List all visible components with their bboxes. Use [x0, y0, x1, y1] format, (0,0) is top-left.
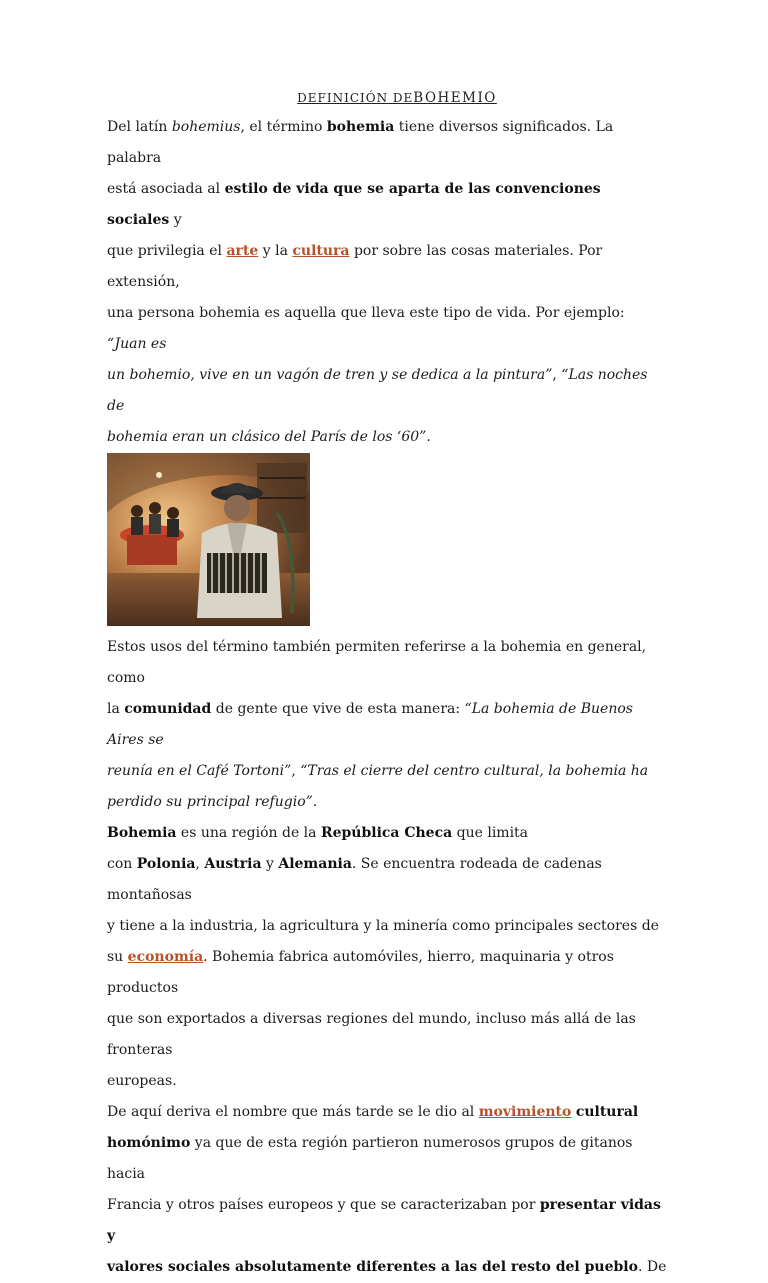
text: ya que de esta región partieron numerosos grupos de gitanos hacia [107, 1135, 633, 1182]
page-title [107, 90, 667, 106]
document-page [107, 90, 667, 1283]
text: la [107, 701, 125, 717]
text: tiene diversos significados. La palabra [107, 119, 614, 166]
text: , [195, 856, 205, 872]
text: y [169, 212, 182, 228]
bold-text: estilo de vida que se aparta de las convenciones sociales [107, 181, 601, 228]
text: . [312, 794, 318, 810]
text: . [426, 429, 431, 445]
text: Estos usos del término también permiten referirse a la bohemia en general, como [107, 639, 647, 686]
bold-text: Polonia [136, 856, 196, 872]
bohemian-painting-image [107, 453, 310, 626]
link-cultura[interactable]: cultura [292, 243, 350, 259]
text: Francia y otros países europeos y que se caracterizaban por [107, 1197, 540, 1213]
text: , [291, 763, 301, 779]
text: , el término [240, 119, 327, 135]
italic-text: bohemius [171, 119, 241, 135]
text: que limita [452, 825, 529, 841]
link-movimiento[interactable]: movimiento [478, 1104, 572, 1120]
italic-text: reunía en el Café Tortoni” [107, 763, 292, 779]
text: que son exportados a diversas regiones del mundo, incluso más allá de las fronteras [107, 1011, 636, 1058]
bold-text: Austria [204, 856, 262, 872]
text: una persona bohemia es aquella que lleva este tipo de vida. Por ejemplo: [107, 305, 625, 321]
text: Del latín [107, 119, 172, 135]
text: . Bohemia fabrica automóviles, hierro, maquinaria y otros productos [107, 949, 614, 996]
text: . De [637, 1259, 667, 1275]
bold-text: Alemania [278, 856, 352, 872]
bold-text: bohemia [326, 119, 395, 135]
italic-text: “Las noches de [107, 367, 648, 414]
bold-text: cultural [575, 1104, 639, 1120]
paragraph-region [107, 818, 667, 1097]
bold-text: comunidad [124, 701, 212, 717]
link-arte[interactable]: arte [226, 243, 259, 259]
italic-text: “Juan es [107, 336, 167, 352]
text: por sobre las cosas materiales. Por extensión, [107, 243, 603, 290]
link-economia[interactable]: economía [127, 949, 204, 965]
italic-text: bohemia eran un clásico del París de los ‘60” [107, 429, 427, 445]
text: está asociada al [107, 181, 225, 197]
italic-text: “Tras el cierre del centro cultural, la bohemia ha [300, 763, 649, 779]
text: De aquí deriva el nombre que más tarde se le dio al [107, 1104, 479, 1120]
text: es una región de la [176, 825, 321, 841]
paragraph-definition [107, 112, 667, 453]
bold-text: República Checa [320, 825, 453, 841]
text: , [552, 367, 562, 383]
bold-text: Bohemia [107, 825, 177, 841]
text: que privilegia el [107, 243, 227, 259]
bold-text: presentar vidas y [107, 1197, 661, 1244]
paragraph-movement [107, 1097, 667, 1283]
text: y tiene a la industria, la agricultura y la minería como principales sectores de [107, 918, 659, 934]
bold-text: valores sociales absolutamente diferentes a las del resto del pueblo [107, 1259, 638, 1275]
bold-text: homónimo [107, 1135, 191, 1151]
text: y la [258, 243, 293, 259]
text: . Se encuentra rodeada de cadenas montañosas [107, 856, 602, 903]
text: europeas. [107, 1073, 177, 1089]
paragraph-usage [107, 632, 667, 818]
italic-text: perdido su principal refugio” [107, 794, 313, 810]
text: y [261, 856, 279, 872]
text: de gente que vive de esta manera: [211, 701, 465, 717]
title-main: BOHEMIO [413, 90, 497, 106]
italic-text: un bohemio, vive en un vagón de tren y se dedica a la pintura” [107, 367, 553, 383]
italic-text: “La bohemia de Buenos Aires se [107, 701, 633, 748]
title-prefix: DEFINICIÓN DE [297, 91, 414, 105]
text: con [107, 856, 137, 872]
text: su [107, 949, 128, 965]
